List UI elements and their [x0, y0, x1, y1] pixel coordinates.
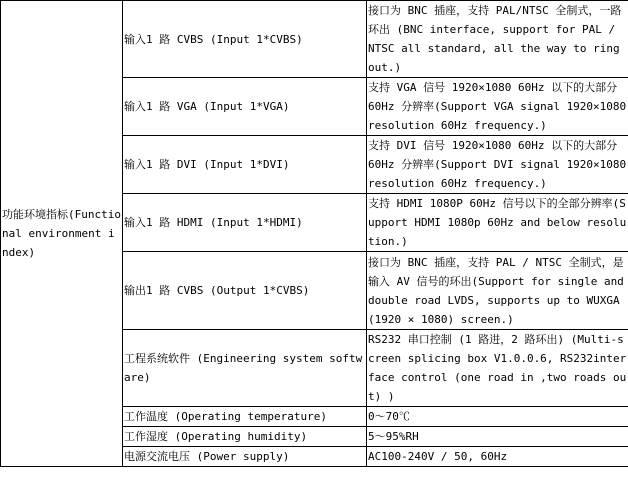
spec-cell: 接口为 BNC 插座，支持 PAL / NTSC 全制式，是输入 AV 信号的环出(Support for single and double road LVDS, supports up to WUXGA (1920 × 1080) screen.) — [367, 252, 628, 330]
spec-cell: 0～70℃ — [367, 407, 628, 427]
item-cell: 输入1 路 HDMI (Input 1*HDMI) — [123, 194, 367, 252]
spec-cell: 支持 VGA 信号 1920×1080 60Hz 以下的大部分 60Hz 分辨率(Support VGA signal 1920×1080 resolution 60Hz frequency.) — [367, 78, 628, 136]
item-cell: 工程系统软件 (Engineering system software) — [123, 330, 367, 407]
item-cell: 输入1 路 DVI (Input 1*DVI) — [123, 136, 367, 194]
spec-cell: AC100-240V / 50, 60Hz — [367, 447, 628, 467]
category-cell: 功能环境指标(Functional environment index) — [1, 1, 123, 467]
spec-cell: 5～95%RH — [367, 427, 628, 447]
item-cell: 输出1 路 CVBS (Output 1*CVBS) — [123, 252, 367, 330]
spec-cell: 支持 HDMI 1080P 60Hz 信号以下的全部分辨率(Support HDMI 1080p 60Hz and below resolution.) — [367, 194, 628, 252]
spec-cell: 支持 DVI 信号 1920×1080 60Hz 以下的大部分 60Hz 分辨率(Support DVI signal 1920×1080 resolution 60Hz frequency.) — [367, 136, 628, 194]
spec-cell: RS232 串口控制 (1 路进，2 路环出) (Multi-screen splicing box V1.0.0.6, RS232interface control (one road in ,two roads out) ) — [367, 330, 628, 407]
item-cell: 输入1 路 VGA (Input 1*VGA) — [123, 78, 367, 136]
item-cell: 工作湿度 (Operating humidity) — [123, 427, 367, 447]
item-cell: 电源交流电压 (Power supply) — [123, 447, 367, 467]
item-cell: 输入1 路 CVBS (Input 1*CVBS) — [123, 1, 367, 78]
spec-cell: 接口为 BNC 插座，支持 PAL/NTSC 全制式，一路环出 (BNC interface, support for PAL / NTSC all standard, all the way to ring out.) — [367, 1, 628, 78]
table-row — [1, 1, 628, 78]
item-cell: 工作温度 (Operating temperature) — [123, 407, 367, 427]
